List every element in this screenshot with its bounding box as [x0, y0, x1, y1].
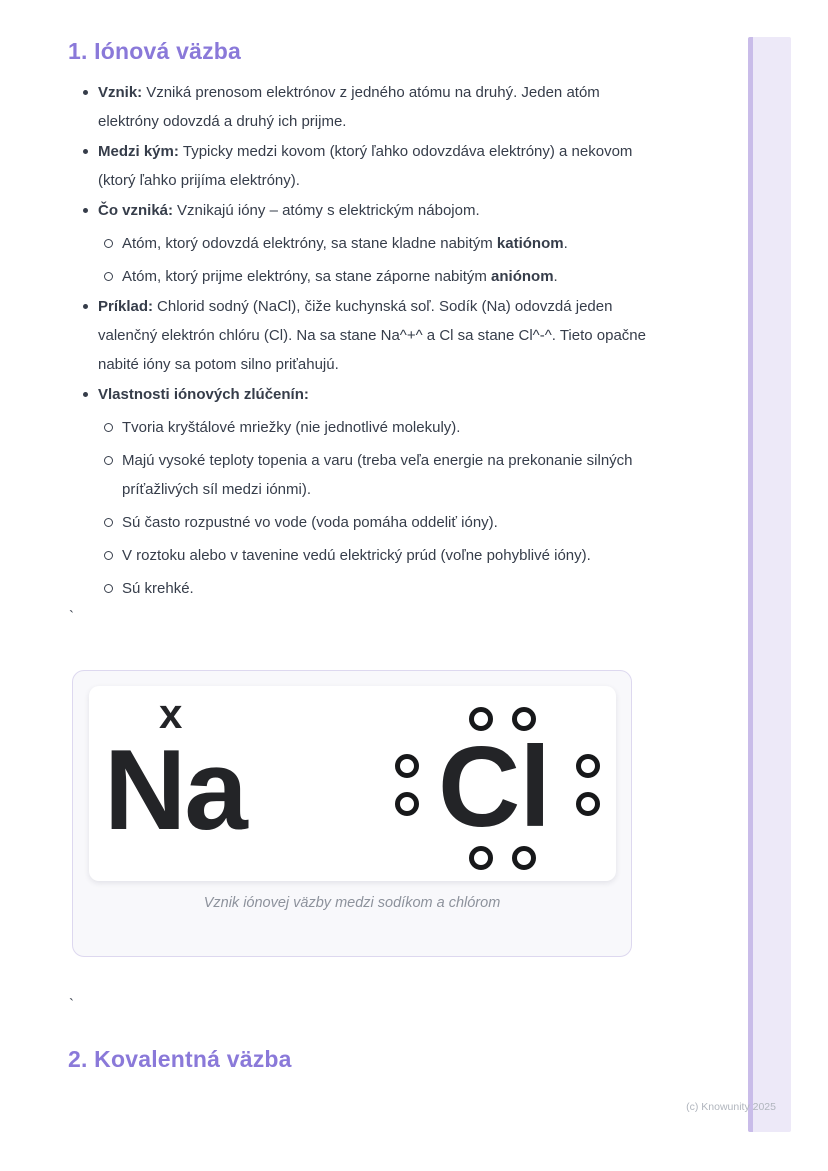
bullet-label: Vlastnosti iónových zlúčenín:: [98, 386, 309, 403]
electron-dots-left: [395, 754, 419, 816]
bullet-icon: [83, 304, 88, 309]
sub-tail: .: [553, 268, 558, 285]
bullet-label: Medzi kým:: [98, 143, 179, 160]
sub-list-item: [98, 541, 660, 570]
sub-list: [98, 413, 660, 603]
sodium-symbol: Na: [104, 727, 246, 854]
sub-text: Sú často rozpustné vo vode (voda pomáha oddeliť ióny).: [122, 514, 498, 531]
sub-list-item: [98, 229, 660, 258]
stray-backtick: `: [69, 608, 74, 625]
electron-dot-icon: [512, 846, 536, 870]
sodium-electron-x-mark: x: [159, 690, 183, 737]
bullet-text: Vznikajú ióny – atómy s elektrickým nábojom.: [177, 202, 480, 219]
list-item: [68, 137, 660, 195]
page-accent-bar: [748, 37, 791, 1132]
bullet-text: Vzniká prenosom elektrónov z jedného atómu na druhý. Jeden atóm elektróny odovzdá a druhý ich prijme.: [98, 84, 600, 130]
circle-bullet-icon: [104, 272, 113, 281]
list-item: [68, 78, 660, 136]
sub-text: Tvoria kryštálové mriežky (nie jednotlivé molekuly).: [122, 419, 461, 436]
bullet-label: Čo vzniká:: [98, 202, 174, 219]
sub-text: Majú vysoké teploty topenia a varu (treba veľa energie na prekonanie silných príťažlivých síl medzi iónmi).: [122, 452, 633, 498]
bullet-icon: [83, 208, 88, 213]
sub-bold-term: aniónom: [491, 268, 554, 285]
electron-dot-icon: [469, 846, 493, 870]
bullet-text: Typicky medzi kovom (ktorý ľahko odovzdáva elektróny) a nekovom (ktorý ľahko prijíma elektróny).: [98, 143, 633, 189]
sub-list-item: [98, 262, 660, 291]
bullet-icon: [83, 149, 88, 154]
ionic-bullet-list: [68, 78, 660, 603]
bullet-label: Príklad:: [98, 298, 154, 315]
circle-bullet-icon: [104, 456, 113, 465]
bullet-text: Chlorid sodný (NaCl), čiže kuchynská soľ. Sodík (Na) odovzdá jeden valenčný elektrón chlóru (Cl). Na sa stane Na^+^ a Cl sa stane Cl^-^. Tieto opačne nabité ióny sa potom silno priťahujú.: [98, 298, 646, 373]
sub-list-item: [98, 446, 660, 504]
circle-bullet-icon: [104, 423, 113, 432]
electron-dots-bottom: [469, 846, 536, 870]
sub-list-item: [98, 413, 660, 442]
bullet-icon: [83, 392, 88, 397]
electron-dot-icon: [395, 754, 419, 778]
circle-bullet-icon: [104, 551, 113, 560]
section-title-ionic: 1. Iónová väzba: [68, 38, 242, 64]
sub-text: Atóm, ktorý prijme elektróny, sa stane záporne nabitým: [122, 268, 492, 285]
electron-dots-right: [576, 754, 600, 816]
figure-caption: Vznik iónovej väzby medzi sodíkom a chlórom: [203, 895, 501, 911]
list-item: [68, 196, 660, 291]
figure-card: [72, 670, 632, 957]
electron-dot-icon: [576, 792, 600, 816]
sub-list-item: [98, 508, 660, 537]
circle-bullet-icon: [104, 239, 113, 248]
bullet-icon: [83, 90, 88, 95]
ionic-bond-section: [68, 38, 660, 604]
chlorine-symbol: Cl: [438, 724, 550, 851]
bullet-label: Vznik:: [98, 84, 143, 101]
list-item: [68, 380, 660, 603]
electron-dot-icon: [576, 754, 600, 778]
electron-dot-icon: [395, 792, 419, 816]
stray-backtick: `: [69, 996, 74, 1013]
list-item: [68, 292, 660, 379]
circle-bullet-icon: [104, 584, 113, 593]
sub-text: V roztoku alebo v tavenine vedú elektrický prúd (voľne pohyblivé ióny).: [122, 547, 591, 564]
sub-tail: .: [563, 235, 568, 252]
chlorine-lewis-cluster: [389, 686, 604, 881]
sub-bold-term: katiónom: [496, 235, 564, 252]
sub-list-item: [98, 574, 660, 603]
circle-bullet-icon: [104, 518, 113, 527]
section-title-covalent: 2. Kovalentná väzba: [68, 1046, 292, 1072]
sub-text: Atóm, ktorý odovzdá elektróny, sa stane kladne nabitým: [122, 235, 497, 252]
copyright-note: (c) Knowunity 2025: [686, 1101, 776, 1113]
sub-list: [98, 229, 660, 291]
sub-text: Sú krehké.: [122, 580, 194, 597]
lewis-structure-image: [89, 686, 616, 881]
